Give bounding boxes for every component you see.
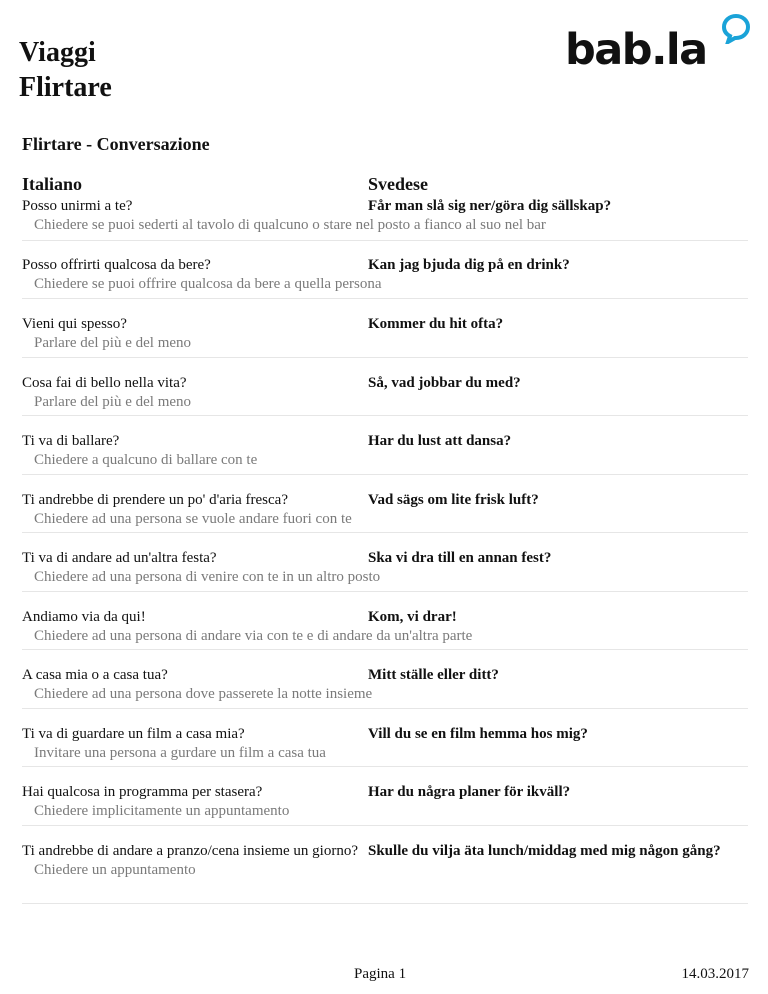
speech-bubble-icon [721,14,751,44]
italian-phrase: Posso offrirti qualcosa da bere? [22,257,211,273]
usage-note: Chiedere implicitamente un appuntamento [34,803,290,819]
phrase-entry [22,358,748,416]
usage-note: Invitare una persona a gurdare un film a casa tua [34,745,326,761]
phrase-entry [22,650,748,709]
swedish-phrase: Kan jag bjuda dig på en drink? [368,257,570,273]
usage-note: Chiedere ad una persona di andare via con te e di andare da un'altra parte [34,628,473,644]
page-number: Pagina 1 [354,966,407,982]
swedish-phrase: Mitt ställe eller ditt? [368,667,499,683]
swedish-phrase: Kommer du hit ofta? [368,316,504,332]
italian-phrase: Hai qualcosa in programma per stasera? [22,784,263,800]
usage-note: Chiedere ad una persona dove passerete la notte insieme [34,686,373,702]
phrase-entry [22,416,748,475]
phrase-entry [22,767,748,826]
phrase-entry [22,826,748,904]
italian-phrase: Posso unirmi a te? [22,198,133,214]
title-line-1: Viaggi [19,37,96,68]
usage-note: Chiedere se puoi sederti al tavolo di qualcuno o stare nel posto a fianco al suo nel bar [34,217,546,233]
document-title [19,35,112,105]
swedish-phrase: Vad sägs om lite frisk luft? [368,492,539,508]
usage-note: Chiedere a qualcuno di ballare con te [34,452,258,468]
italian-phrase: Cosa fai di bello nella vita? [22,375,187,391]
italian-phrase: A casa mia o a casa tua? [22,667,168,683]
bab-la-logo [565,14,751,78]
phrase-entry [22,592,748,650]
usage-note: Chiedere un appuntamento [34,862,196,878]
title-line-2: Flirtare [19,72,112,103]
swedish-phrase: Har du några planer för ikväll? [368,784,571,800]
italian-phrase: Ti va di andare ad un'altra festa? [22,550,217,566]
swedish-phrase: Vill du se en film hemma hos mig? [368,726,588,742]
column-header-italian: Italiano [22,174,83,194]
swedish-phrase: Skulle du vilja äta lunch/middag med mig någon gång? [368,843,721,859]
phrase-entry [22,533,748,592]
swedish-phrase: Har du lust att dansa? [368,433,512,449]
swedish-phrase: Kom, vi drar! [368,609,457,625]
document-date: 14.03.2017 [681,966,749,982]
phrase-entry [22,475,748,533]
phrase-entry [22,709,748,767]
usage-note: Chiedere se puoi offrire qualcosa da bere a quella persona [34,276,382,292]
swedish-phrase: Så, vad jobbar du med? [368,375,521,391]
italian-phrase: Ti andrebbe di prendere un po' d'aria fresca? [22,492,288,508]
usage-note: Chiedere ad una persona di venire con te in un altro posto [34,569,381,585]
phrase-entry [22,299,748,358]
swedish-phrase: Ska vi dra till en annan fest? [368,550,552,566]
section-title: Flirtare - Conversazione [22,134,210,154]
swedish-phrase: Får man slå sig ner/göra dig sällskap? [368,198,612,214]
column-header-swedish: Svedese [368,174,428,194]
usage-note: Parlare del più e del meno [34,335,192,351]
phrase-entry [22,197,748,241]
phrase-list [22,197,748,904]
logo-text: bab.la [565,25,707,75]
italian-phrase: Ti andrebbe di andare a pranzo/cena insieme un giorno? [22,843,358,859]
italian-phrase: Andiamo via da qui! [22,609,146,625]
italian-phrase: Vieni qui spesso? [22,316,127,332]
usage-note: Chiedere ad una persona se vuole andare fuori con te [34,511,352,527]
phrase-entry [22,241,748,299]
italian-phrase: Ti va di ballare? [22,433,120,449]
usage-note: Parlare del più e del meno [34,394,192,410]
italian-phrase: Ti va di guardare un film a casa mia? [22,726,245,742]
